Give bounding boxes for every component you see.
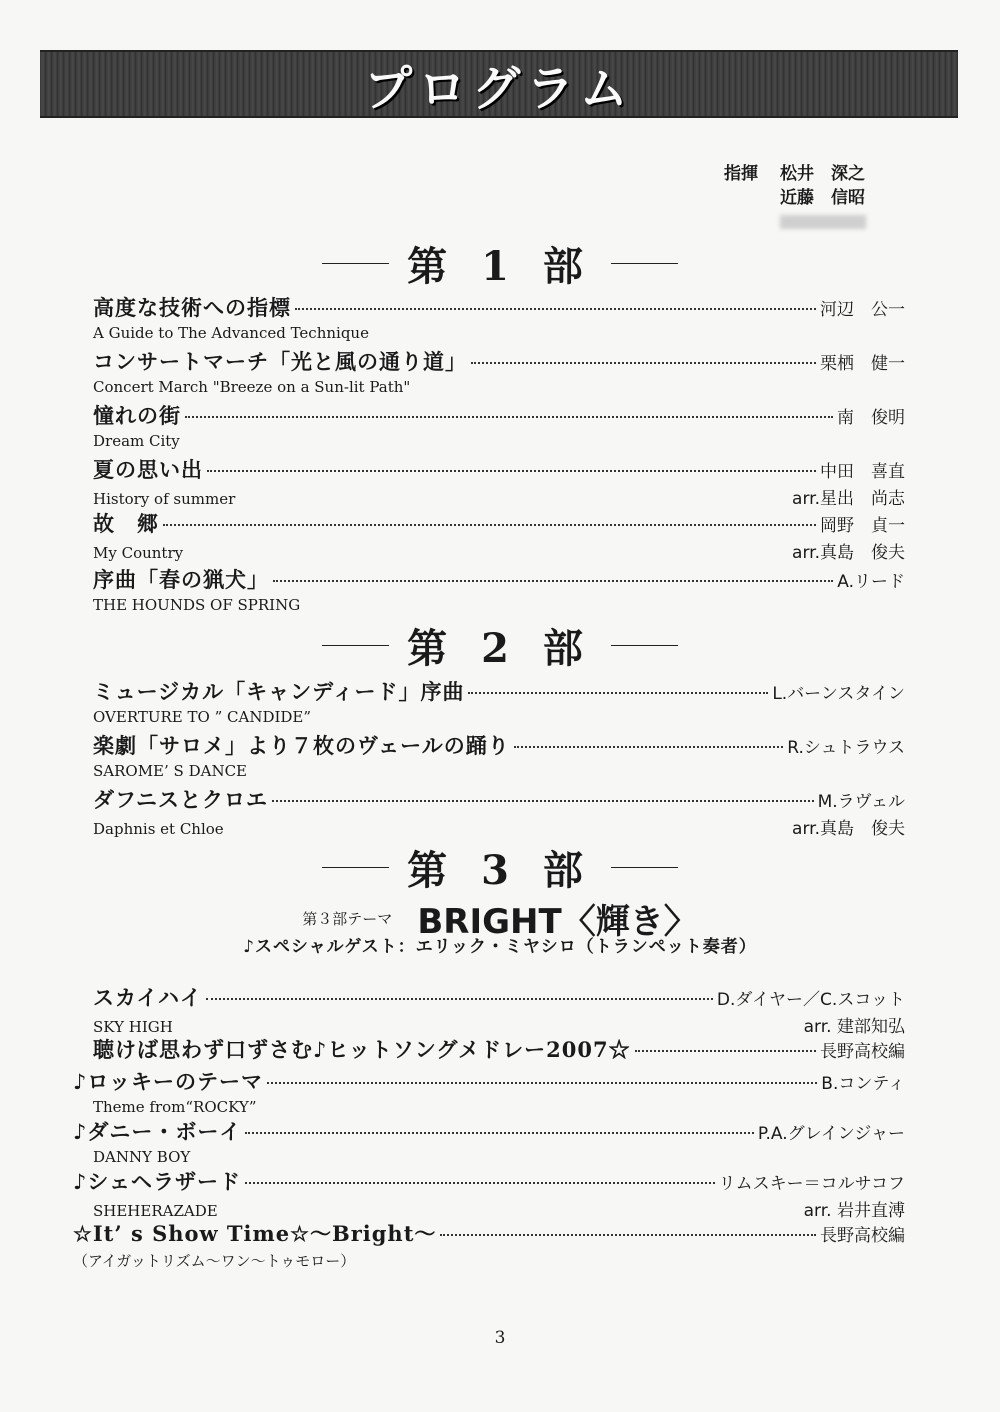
composer: L.バーンスタイン bbox=[772, 684, 905, 704]
conductor-row bbox=[724, 186, 876, 210]
conductor-list bbox=[724, 162, 876, 229]
conductor-name: 近藤 信昭 bbox=[780, 188, 865, 208]
theme-title: BRIGHT〈輝き〉 bbox=[417, 902, 698, 942]
composer: 栗栖 健一 bbox=[820, 354, 905, 374]
piece-title: ダフニスとクロエ bbox=[93, 787, 268, 812]
arranger: arr.真島 俊夫 bbox=[792, 543, 905, 563]
piece-subtitle: OVERTURE TO ” CANDIDE” bbox=[93, 708, 312, 726]
piece-subtitle: SAROME’ S DANCE bbox=[93, 762, 247, 780]
arranger: arr. 岩井直溥 bbox=[803, 1201, 905, 1221]
program-item bbox=[93, 400, 905, 450]
arranger: arr. 建部知弘 bbox=[803, 1017, 905, 1037]
composer: リムスキー＝コルサコフ bbox=[718, 1174, 905, 1194]
piece-subtitle: My Country bbox=[93, 544, 184, 562]
composer: B.コンティ bbox=[821, 1074, 905, 1094]
piece-title: ミュージカル「キャンディード」序曲 bbox=[93, 679, 465, 704]
piece-title: 夏の思い出 bbox=[93, 457, 203, 482]
composer: 長野高校編 bbox=[820, 1226, 905, 1246]
part1-heading bbox=[322, 238, 678, 288]
piece-title: 聴けば思わず口ずさむ♪ヒットソングメドレー2007☆ bbox=[93, 1037, 631, 1062]
piece-title: スカイハイ bbox=[93, 985, 202, 1010]
special-guest: ♪スペシャルゲスト：エリック・ミヤシロ（トランペット奏者） bbox=[243, 937, 757, 957]
program-item bbox=[93, 676, 905, 726]
part-title: 第 3 部 bbox=[407, 846, 593, 894]
program-item bbox=[93, 292, 905, 342]
piece-title: ♪シェヘラザード bbox=[73, 1169, 241, 1194]
program-item bbox=[73, 1218, 905, 1271]
piece-subtitle: （アイガットリズム～ワン～トゥモロー） bbox=[73, 1252, 356, 1270]
composer: M.ラヴェル bbox=[817, 792, 905, 812]
composer: 南 俊明 bbox=[837, 408, 905, 428]
piece-subtitle: Concert March "Breeze on a Sun-lit Path" bbox=[93, 378, 411, 396]
piece-title: 楽劇「サロメ」より７枚のヴェールの踊り bbox=[93, 733, 510, 758]
program-item bbox=[93, 454, 905, 509]
part-title: 第 2 部 bbox=[407, 624, 593, 672]
program-item bbox=[93, 1034, 905, 1064]
part3-heading bbox=[322, 842, 678, 892]
piece-subtitle: Dream City bbox=[93, 432, 180, 450]
composer: D.ダイヤー／C.スコット bbox=[716, 990, 905, 1010]
piece-subtitle: A Guide to The Advanced Technique bbox=[93, 324, 369, 342]
piece-title: 憧れの街 bbox=[93, 403, 181, 428]
piece-subtitle: Daphnis et Chloe bbox=[93, 820, 224, 838]
program-item bbox=[73, 1116, 905, 1166]
program-item bbox=[93, 564, 905, 614]
piece-title: ♪ロッキーのテーマ bbox=[73, 1069, 263, 1094]
piece-title: コンサートマーチ「光と風の通り道」 bbox=[93, 349, 467, 374]
page-number: 3 bbox=[494, 1328, 506, 1348]
piece-title: ☆It’ s Show Time☆～Bright～ bbox=[73, 1221, 437, 1246]
arranger: arr.真島 俊夫 bbox=[792, 819, 905, 839]
part2-heading bbox=[322, 620, 678, 670]
piece-title: 故 郷 bbox=[93, 511, 159, 536]
composer: A.リード bbox=[837, 572, 905, 592]
piece-subtitle: SKY HIGH bbox=[93, 1018, 173, 1036]
composer: 河辺 公一 bbox=[820, 300, 905, 320]
redacted-text bbox=[780, 215, 866, 229]
composer: 長野高校編 bbox=[820, 1042, 905, 1062]
piece-subtitle: History of summer bbox=[93, 490, 236, 508]
composer: 中田 喜直 bbox=[820, 462, 905, 482]
composer: 岡野 貞一 bbox=[820, 516, 905, 536]
program-item bbox=[93, 346, 905, 396]
piece-subtitle: SHEHERAZADE bbox=[93, 1202, 218, 1220]
piece-title: 序曲「春の猟犬」 bbox=[93, 567, 269, 592]
piece-title: 高度な技術への指標 bbox=[93, 295, 291, 320]
piece-subtitle: Theme from“ROCKY” bbox=[93, 1098, 257, 1116]
composer: R.シュトラウス bbox=[787, 738, 905, 758]
conductor-row bbox=[724, 162, 876, 186]
composer: P.A.グレインジャー bbox=[757, 1124, 905, 1144]
program-item bbox=[93, 982, 905, 1037]
part-title: 第 1 部 bbox=[407, 242, 593, 290]
conductor-name: 松井 深之 bbox=[780, 164, 865, 184]
conductor-row bbox=[724, 210, 876, 229]
piece-subtitle: DANNY BOY bbox=[93, 1148, 191, 1166]
program-item bbox=[73, 1166, 905, 1221]
conductor-label bbox=[724, 186, 780, 210]
header-banner bbox=[40, 50, 958, 118]
arranger: arr.星出 尚志 bbox=[792, 489, 905, 509]
theme-label: 第３部テーマ bbox=[302, 910, 393, 928]
program-item bbox=[93, 784, 905, 839]
program-item bbox=[93, 508, 905, 563]
program-item bbox=[73, 1066, 905, 1116]
program-item bbox=[93, 730, 905, 780]
piece-title: ♪ダニー・ボーイ bbox=[73, 1119, 242, 1144]
page-title: プログラム bbox=[364, 60, 634, 117]
conductor-label: 指揮 bbox=[724, 164, 758, 184]
piece-subtitle: THE HOUNDS OF SPRING bbox=[93, 596, 301, 614]
